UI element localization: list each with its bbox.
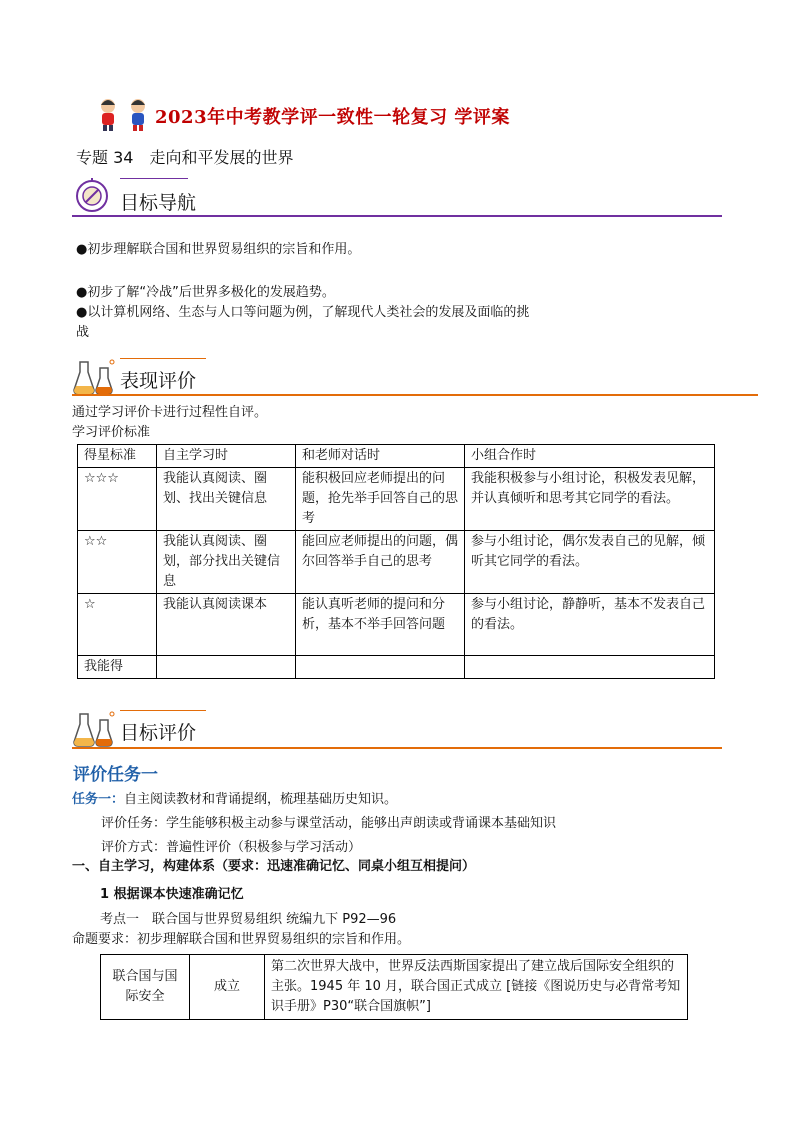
table-row [78,531,715,594]
table-cell: 第二次世界大战中，世界反法西斯国家提出了建立战后国际安全组织的主张。1945 年 10 月，联合国正式成立 [链接《图说历史与必背常考知识手册》P30“联合国旗帜”] [265,955,688,1020]
table-cell: 能回应老师提出的问题，偶尔回答举手自己的思考 [296,531,465,594]
table-cell: 我能认真阅读课本 [157,594,296,656]
table-cell: 能积极回应老师提出的问题，抢先举手回答自己的思考 [296,468,465,531]
table-cell [465,656,715,679]
table-cell: 我能认真阅读、圈划，部分找出关键信息 [157,531,296,594]
performance-intro: 通过学习评价卡进行过程性自评。 [72,405,268,420]
task-line [72,791,397,809]
orange-divider [72,394,758,396]
goal-bullet-3-cont: 战 [76,325,90,340]
table-row [78,468,715,531]
eval-method: 评价方式：普遍性评价（积极参与学习活动） [101,840,362,855]
orange-divider [72,747,722,749]
table-header-row [78,445,715,468]
table-cell [296,656,465,679]
table-header-cell: 自主学习时 [157,445,296,468]
purple-divider [72,215,722,217]
target-compass-icon [72,178,112,216]
table-header-cell: 小组合作时 [465,445,715,468]
document-title: 2023年中考教学评一致性一轮复习 学评案 [155,107,510,128]
goal-bullet-3: ●以计算机网络、生态与人口等问题为例，了解现代人类社会的发展及面临的挑 [76,305,530,320]
requirement-line: 命题要求：初步理解联合国和世界贸易组织的宗旨和作用。 [72,932,411,947]
table-cell: 参与小组讨论，偶尔发表自己的见解，倾听其它同学的看法。 [465,531,715,594]
table-row [78,656,715,679]
sub-one-heading: 1 根据课本快速准确记忆 [100,887,244,902]
table-caption: 学习评价标准 [72,425,151,440]
section-performance-heading: 表现评价 [120,370,197,392]
table-cell: 我能认真阅读、圈划、找出关键信息 [157,468,296,531]
flask-icon [72,356,116,396]
knowledge-point-table [100,954,688,1020]
task-title: 评价任务一 [73,765,158,785]
section-goals-header [72,178,722,218]
section-target-eval-header [72,708,722,748]
table-cell: 我能积极参与小组讨论，积极发表见解，并认真倾听和思考其它同学的看法。 [465,468,715,531]
section-goals-heading: 目标导航 [120,192,197,214]
eval-task: 评价任务：学生能够积极主动参与课堂活动，能够出声朗读或背诵课本基础知识 [101,816,557,831]
topic-subtitle: 专题 34 走向和平发展的世界 [76,148,294,167]
table-cell: 能认真听老师的提问和分析，基本不举手回答问题 [296,594,465,656]
table-cell: ☆ [78,594,157,656]
part-one-heading: 一、自主学习，构建体系（要求：迅速准确记忆、同桌小组互相提问） [72,859,476,874]
goal-bullet-1: ●初步理解联合国和世界贸易组织的宗旨和作用。 [76,242,361,257]
task-text: 自主阅读教材和背诵提纲，梳理基础历史知识。 [124,792,398,807]
task-label: 任务一： [72,792,125,807]
flask-icon [72,708,116,748]
kids-logo-icon [92,97,156,131]
goal-bullet-2: ●初步了解“冷战”后世界多极化的发展趋势。 [76,285,335,300]
table-cell [157,656,296,679]
kaodian-line: 考点一 联合国与世界贸易组织 统编九下 P92—96 [100,912,397,927]
section-performance-header [72,356,758,396]
table-cell: 成立 [190,955,265,1020]
evaluation-standard-table [77,444,715,679]
table-cell: 我能得 [78,656,157,679]
section-target-eval-heading: 目标评价 [120,722,197,744]
table-cell: 联合国与国际安全 [101,955,190,1020]
table-row [78,594,715,656]
table-cell: ☆☆ [78,531,157,594]
table-cell: ☆☆☆ [78,468,157,531]
table-row [101,955,688,1020]
table-header-cell: 得星标准 [78,445,157,468]
table-cell: 参与小组讨论，静静听，基本不发表自己的看法。 [465,594,715,656]
table-header-cell: 和老师对话时 [296,445,465,468]
